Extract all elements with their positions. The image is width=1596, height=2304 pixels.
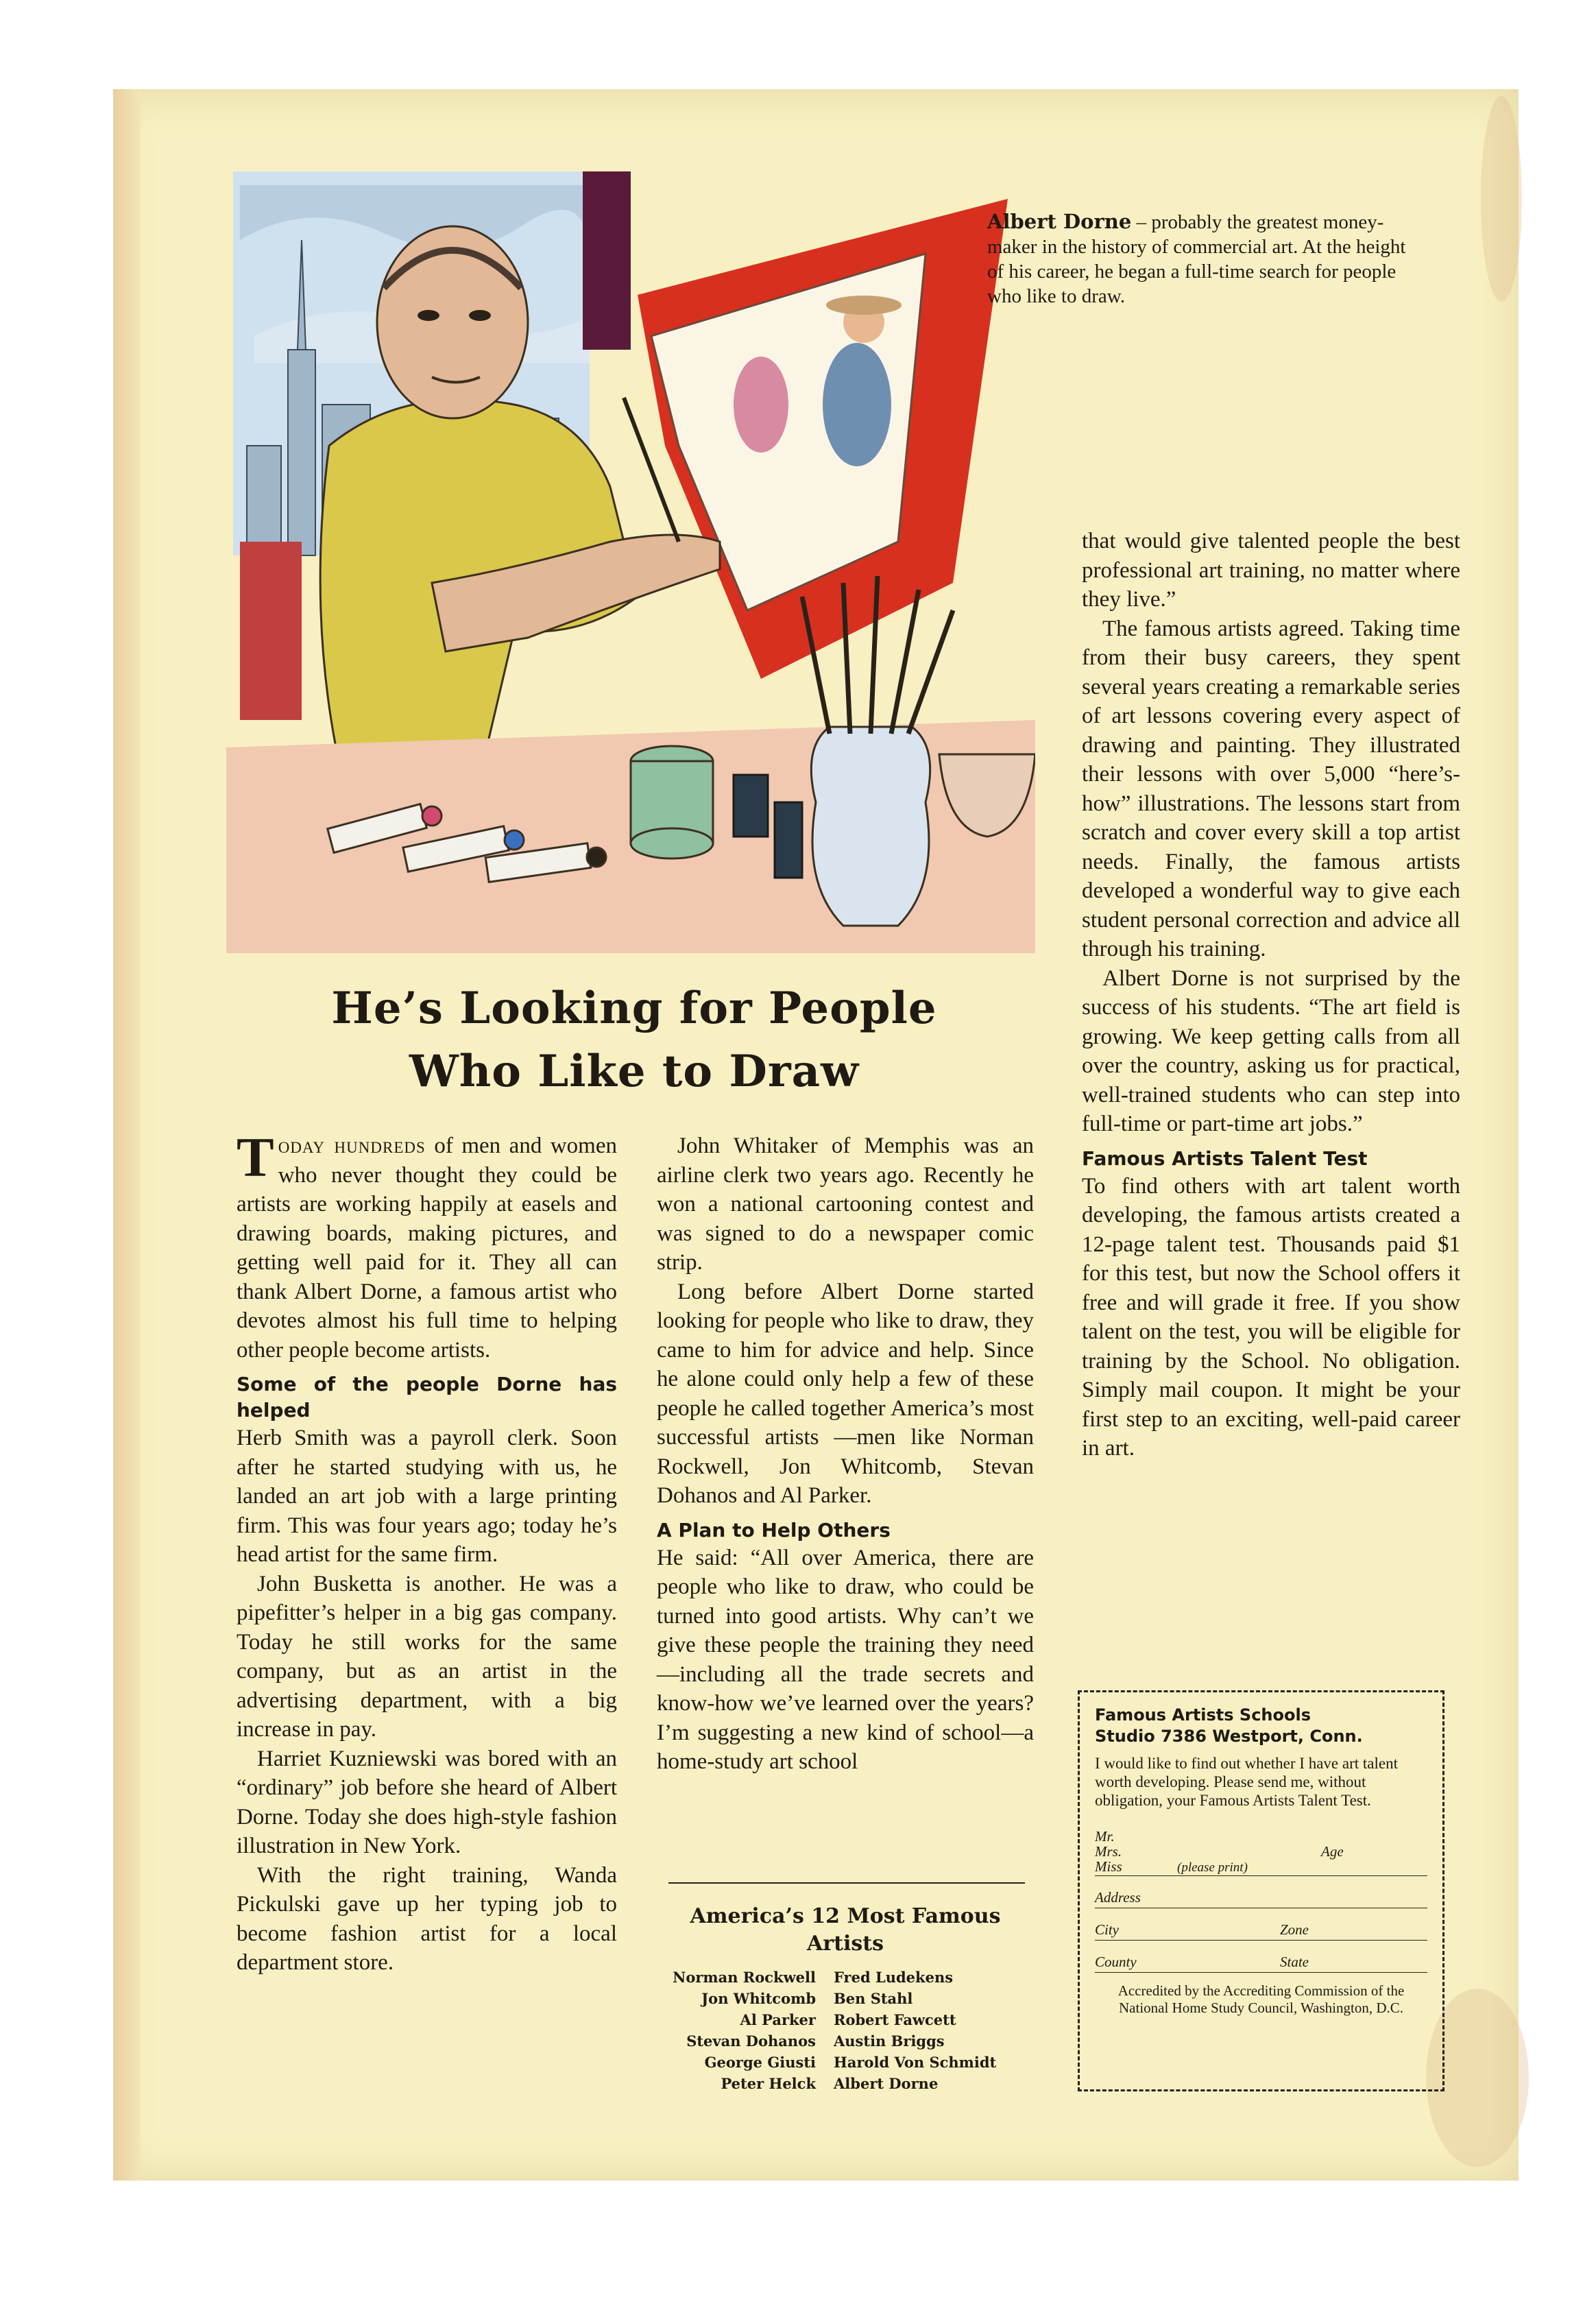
coupon-body: I would like to find out whether I have art talent worth developing. Please send me, without obligation, your Famous Artists Talent Test. xyxy=(1095,1755,1398,1809)
coupon-fields xyxy=(1095,1826,1427,1973)
paragraph: Albert Dorne is not surprised by the success of his students. “The art field is growing. We keep getting calls from all over the country, asking us for practical, well-trained students who can step into full-time or part-time art jobs.” xyxy=(1082,965,1460,1136)
column-1 xyxy=(237,1126,617,1978)
artists-row xyxy=(644,2052,1042,2073)
zone-label: Zone xyxy=(1280,1921,1309,1938)
miss-label: Miss xyxy=(1095,1858,1122,1875)
column-2 xyxy=(657,1131,1034,1777)
subheading-plan: A Plan to Help Others xyxy=(657,1518,891,1541)
artist-illustration xyxy=(226,158,1035,953)
city-label: City xyxy=(1095,1921,1119,1938)
artist-name: Robert Fawcett xyxy=(834,2011,956,2028)
paint-containers xyxy=(631,746,713,859)
artist-name: Jon Whitcomb xyxy=(701,1990,816,2007)
county-state-field[interactable] xyxy=(1095,1950,1427,1973)
paragraph: Herb Smith was a payroll clerk. Soon after he started studying with us, he landed an art job with a large printing firm. This was four years ago; today he’s head artist for the same firm. xyxy=(237,1426,617,1567)
paper-stain xyxy=(1481,96,1522,302)
artist-name: Norman Rockwell xyxy=(673,1969,816,1986)
headline-line-2: Who Like to Draw xyxy=(409,1046,860,1097)
paragraph: To find others with art talent worth developing, the famous artists created a 12-page talent test. Thousands paid $1 for this test, but now the School offers it free and will grade it free. If you show talent on the test, you will be eligible for training by the School. No obligation. Simply mail coupon. It might be your first step to an exciting, well-paid career in art. xyxy=(1082,1173,1460,1461)
artist-name: Austin Briggs xyxy=(834,2032,945,2050)
curtain xyxy=(583,171,631,350)
illustration-caption xyxy=(987,209,1426,309)
county-label: County xyxy=(1095,1954,1137,1970)
man-head xyxy=(377,226,528,418)
artist-name: Albert Dorne xyxy=(834,2075,939,2092)
intro-lead: oday hundreds xyxy=(278,1133,426,1158)
chair xyxy=(240,542,302,720)
artist-name: Al Parker xyxy=(740,2011,816,2028)
state-label: State xyxy=(1280,1954,1309,1970)
artist-name: Fred Ludekens xyxy=(834,1969,954,1986)
artists-row xyxy=(644,2073,1042,2094)
artist-name: Ben Stahl xyxy=(834,1990,913,2007)
coupon-address-line: Studio 7386 Westport, Conn. xyxy=(1095,1727,1363,1746)
drop-cap: T xyxy=(237,1126,274,1188)
please-print-label: (please print) xyxy=(1177,1860,1248,1875)
mr-label: Mr. xyxy=(1095,1828,1115,1845)
artists-list-title: America’s 12 Most Famous Artists xyxy=(690,1904,1001,1956)
caption-text: – probably the greatest money-maker in the history of commercial art. At the height of his career, he began a full-time search for people who like to draw. xyxy=(987,211,1406,307)
intro-paragraph xyxy=(237,1126,617,1365)
paragraph: With the right training, Wanda Pickulski gave up her typing job to become fashion artist for a local department store. xyxy=(237,1862,617,1975)
artists-list xyxy=(644,1967,1042,2094)
paragraph: John Busketta is another. He was a pipefitter’s helper in a big gas company. Today he still works for the same company, but as an artist in the advertising department, with a big increase in pay. xyxy=(237,1571,617,1742)
artist-name: George Giusti xyxy=(704,2054,816,2071)
column-3 xyxy=(1082,527,1460,1463)
city-zone-field[interactable] xyxy=(1095,1918,1427,1941)
paragraph: Harriet Kuzniewski was bored with an “ordinary” job before she heard of Albert Dorne. Today she does high-style fashion illustration in New York. xyxy=(237,1746,617,1858)
divider-rule xyxy=(668,1882,1025,1884)
page-edge xyxy=(113,89,141,2181)
paragraph: John Whitaker of Memphis was an airline clerk two years ago. Recently he won a national cartooning contest and was signed to do a newspaper comic strip. xyxy=(657,1133,1034,1275)
mail-coupon[interactable] xyxy=(1078,1690,1444,2091)
paragraph: Long before Albert Dorne started looking for people who like to draw, they came to him for advice and help. Since he alone could only help a few of these people he called together America’s most successful artists —men like Norman Rockwell, Jon Whitcomb, Stevan Dohanos and Al Parker. xyxy=(657,1279,1034,1508)
sketch-figure xyxy=(823,343,891,466)
sketch-figure xyxy=(734,357,788,453)
paragraph: that would give talented people the best professional art training, no matter where they live.” xyxy=(1082,529,1460,612)
headline-line-1: He’s Looking for People xyxy=(331,983,937,1034)
mrs-label: Mrs. xyxy=(1095,1843,1122,1860)
caption-name: Albert Dorne xyxy=(987,210,1132,233)
artists-row xyxy=(644,2009,1042,2030)
address-field[interactable] xyxy=(1095,1886,1427,1908)
artists-row xyxy=(644,1988,1042,2009)
name-field[interactable] xyxy=(1095,1826,1427,1876)
subheading-talent-test: Famous Artists Talent Test xyxy=(1082,1147,1368,1170)
age-label: Age xyxy=(1321,1843,1344,1860)
brush-jar xyxy=(811,727,930,926)
paragraph: The famous artists agreed. Taking time from their busy careers, they spent several years creating a remarkable series of art lessons covering every aspect of drawing and painting. They illustrated their lessons with over 5,000 “here’s-how” illustrations. The lessons start from scratch and cover every skill a top artist needs. Finally, the famous artists developed a wonderful way to give each student personal correction and advice all through his training. xyxy=(1082,616,1460,961)
paragraph: He said: “All over America, there are people who like to draw, who could be turned into good artists. Why can’t we give these people the training they need—including all the trade secrets and know-how we’ve learned over the years? I’m suggesting a new kind of school—a home-study art school xyxy=(657,1545,1034,1774)
subheading-people-helped: Some of the people Dorne has helped xyxy=(237,1373,617,1421)
coupon-title: Famous Artists Schools xyxy=(1095,1705,1311,1725)
accreditation-note: Accredited by the Accrediting Commission of the National Home Study Council, Washington, D.C. xyxy=(1117,1982,1405,2016)
headline xyxy=(240,977,1028,1103)
artist-name: Harold Von Schmidt xyxy=(834,2054,997,2071)
artists-row xyxy=(644,2030,1042,2052)
artist-name: Peter Helck xyxy=(721,2075,816,2092)
artist-name: Stevan Dohanos xyxy=(686,2032,816,2050)
artists-row xyxy=(644,1967,1042,1988)
address-label: Address xyxy=(1095,1889,1141,1906)
intro-text: of men and women who never thought they could be artists are working happily at easels and drawing boards, making pictures, and getting well paid for it. They all can thank Albert Dorne, a famous artist who devotes almost his full time to helping other people become artists. xyxy=(237,1133,617,1363)
